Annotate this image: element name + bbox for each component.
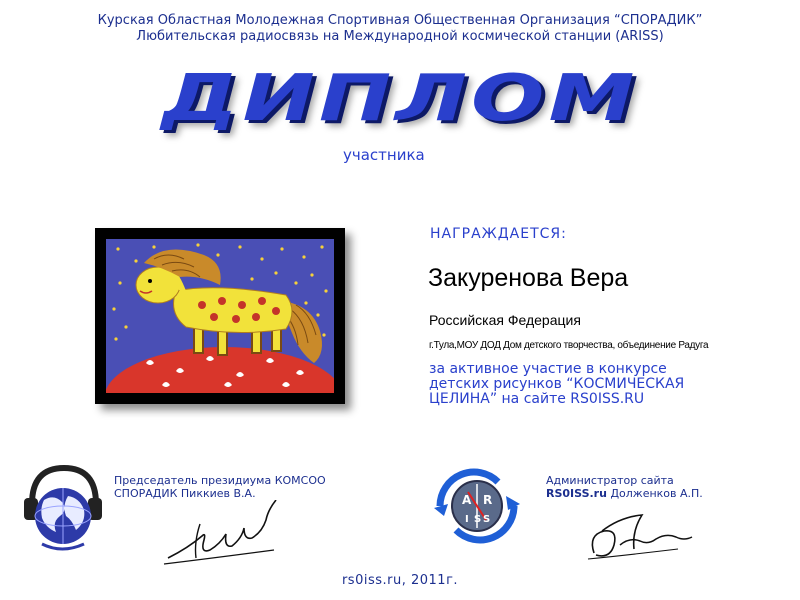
- certificate-subtitle: участника: [343, 146, 425, 164]
- ariss-logo: [432, 464, 522, 548]
- organization-line-2: Любительская радиосвязь на Международной космической станции (ARISS): [136, 29, 664, 44]
- ariss-letter-s2: S: [483, 514, 491, 525]
- chair-signature: [160, 500, 300, 570]
- ariss-letter-r: R: [483, 493, 493, 507]
- admin-title: Администратор сайта: [546, 474, 674, 487]
- ariss-letter-s1: S: [474, 514, 482, 525]
- awarded-label: НАГРАЖДАЕТСЯ:: [430, 226, 567, 242]
- admin-signatory: [546, 474, 776, 500]
- sporadic-globe-headphones-logo: [22, 460, 104, 554]
- certificate-title: ДИПЛОМ: [161, 62, 639, 136]
- admin-name: Долженков А.П.: [610, 487, 703, 500]
- child-drawing-horse-on-planet: [106, 239, 334, 393]
- chair-signatory: Председатель президиума КОМСОО СПОРАДИК Пиккиев В.А.: [114, 474, 326, 500]
- recipient-country: Российская Федерация: [429, 312, 581, 328]
- recipient-institution: г.Тула,МОУ ДОД Дом детского творчества, объединение Радуга: [429, 340, 709, 351]
- admin-site: RS0ISS.ru: [546, 487, 607, 500]
- organization-line-1: Курская Областная Молодежная Спортивная Общественная Организация “СПОРАДИК”: [97, 13, 703, 28]
- recipient-name: Закуренова Вера: [428, 264, 629, 292]
- admin-signature: [580, 505, 700, 565]
- footer-site-year: rs0iss.ru, 2011г.: [341, 573, 459, 588]
- ariss-letter-i: I: [465, 514, 469, 525]
- ariss-letter-a: A: [462, 493, 472, 507]
- award-reason: за активное участие в конкурсе детских рисунков “КОСМИЧЕСКАЯ ЦЕЛИНА” на сайте RS0ISS.RU: [429, 361, 685, 407]
- drawing-frame: [95, 228, 345, 404]
